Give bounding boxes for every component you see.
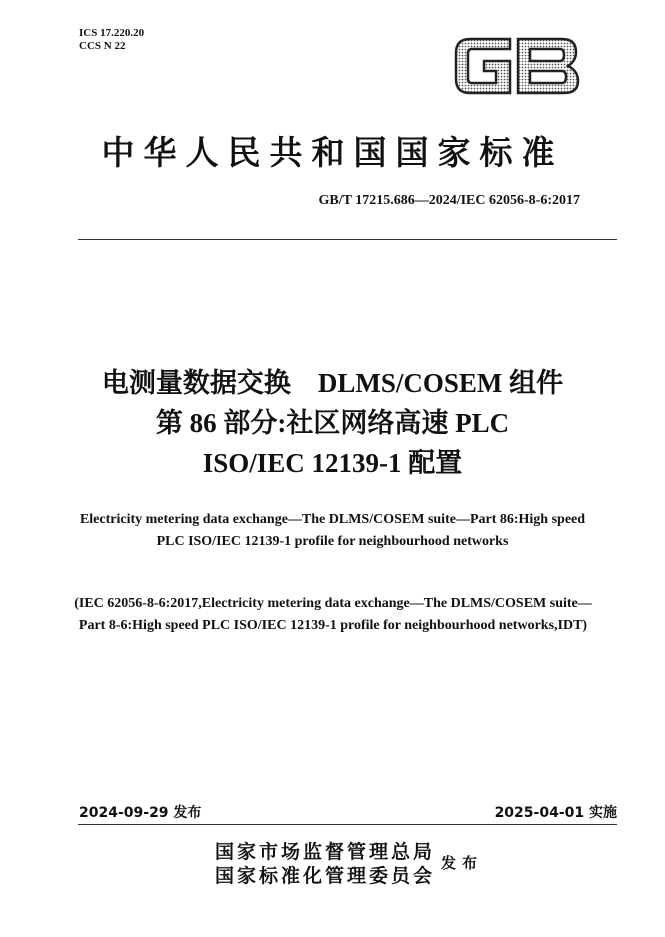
issuer-sac: 国家标准化管理委员会 [215, 866, 436, 887]
adopted-international-standard: (IEC 62056-8-6:2017,Electricity metering data exchange—The DLMS/COSEM suite—Part 8-6:High speed PLC ISO/IEC 12139-1 profile for neighbourhood networks,IDT) [74, 596, 592, 633]
ccs-code: CCS N 22 [79, 40, 126, 52]
ics-code: ICS 17.220.20 [79, 27, 145, 39]
issue-date: 2024-09-29 发布 [79, 805, 202, 821]
chinese-title-line-3: ISO/IEC 12139-1 配置 [202, 448, 463, 478]
implementation-date: 2025-04-01 实施 [494, 805, 617, 821]
chinese-title-line-2: 第 86 部分:社区网络高速 PLC [155, 408, 510, 438]
standard-number: GB/T 17215.686—2024/IEC 62056-8-6:2017 [318, 193, 580, 208]
chinese-title-line-1: 电测量数据交换 DLMS/COSEM 组件 [101, 368, 564, 398]
issuer-samr: 国家市场监督管理总局 [215, 842, 436, 863]
english-title: Electricity metering data exchange—The DLMS/COSEM suite—Part 86:High speed PLC ISO/IEC 12139-1 profile for neighbourhood networks [79, 512, 586, 549]
classification-codes [79, 27, 144, 53]
chinese-title [0, 363, 665, 483]
gb-national-standard-logo-icon [452, 33, 582, 99]
footer-divider [78, 824, 617, 825]
publish-label: 发布 [441, 856, 484, 872]
issuing-country-title: 中华人民共和国国家标准 [101, 133, 564, 172]
header-divider [78, 239, 617, 240]
issuing-authorities [215, 841, 435, 889]
